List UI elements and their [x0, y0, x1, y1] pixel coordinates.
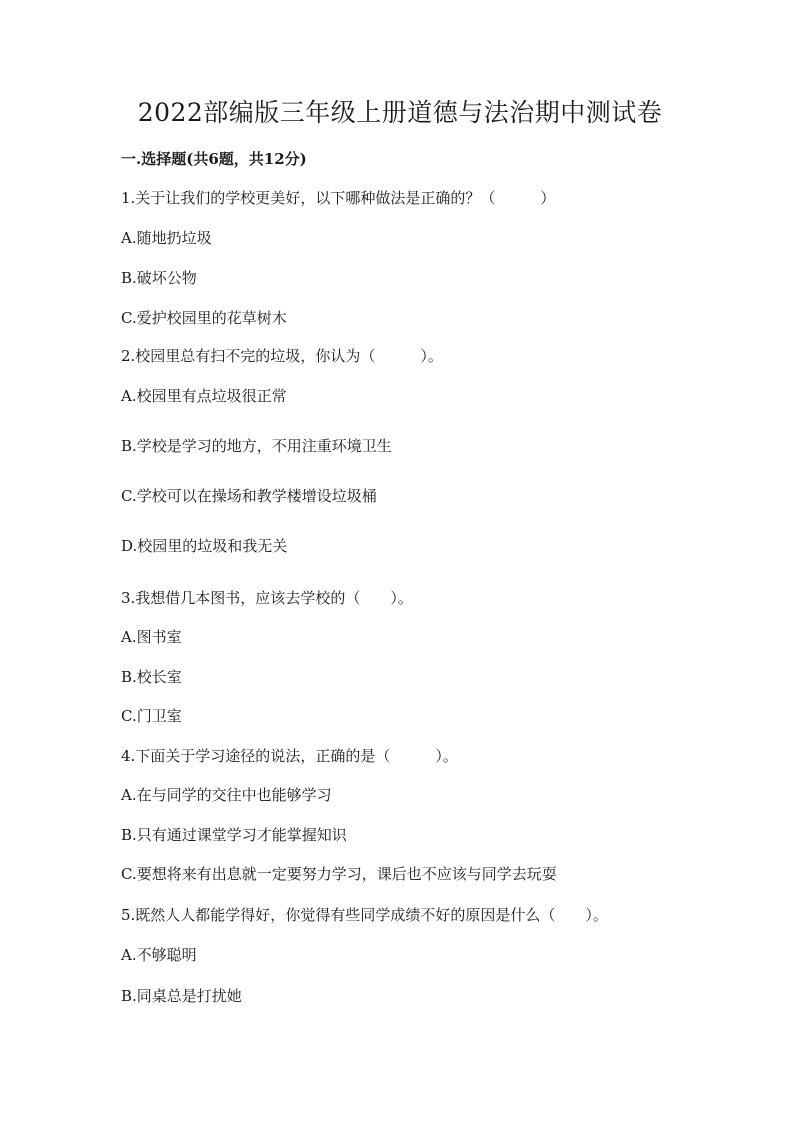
- question-2-option-a: A.校园里有点垃圾很正常: [121, 387, 287, 405]
- question-1-stem: 1.关于让我们的学校更美好，以下哪种做法是正确的？（ ）: [121, 189, 556, 207]
- question-4-stem: 4.下面关于学习途径的说法，正确的是（ ）。: [121, 747, 458, 765]
- question-3-option-a: A.图书室: [121, 628, 182, 646]
- question-3-option-c: C.门卫室: [121, 707, 182, 725]
- question-2-stem: 2.校园里总有扫不完的垃圾，你认为（ ）。: [121, 347, 443, 365]
- question-1-option-a: A.随地扔垃圾: [121, 229, 212, 247]
- section-heading: 一.选择题(共6题，共12分): [121, 150, 307, 168]
- exam-title: 2022部编版三年级上册道德与法治期中测试卷: [137, 98, 663, 127]
- question-4-option-c: C.要想将来有出息就一定要努力学习，课后也不应该与同学去玩耍: [121, 865, 557, 883]
- question-5-stem: 5.既然人人都能学得好，你觉得有些同学成绩不好的原因是什么（ ）。: [121, 906, 608, 924]
- question-4-option-b: B.只有通过课堂学习才能掌握知识: [121, 826, 347, 844]
- question-5-option-b: B.同桌总是打扰她: [121, 987, 242, 1005]
- question-2-option-b: B.学校是学习的地方，不用注重环境卫生: [121, 437, 392, 455]
- question-1-option-b: B.破坏公物: [121, 269, 197, 287]
- question-3-option-b: B.校长室: [121, 668, 182, 686]
- question-4-option-a: A.在与同学的交往中也能够学习: [121, 786, 332, 804]
- question-3-stem: 3.我想借几本图书，应该去学校的（ ）。: [121, 589, 413, 607]
- question-2-option-c: C.学校可以在操场和教学楼增设垃圾桶: [121, 487, 377, 505]
- question-1-option-c: C.爱护校园里的花草树木: [121, 309, 287, 327]
- question-5-option-a: A.不够聪明: [121, 946, 197, 964]
- question-2-option-d: D.校园里的垃圾和我无关: [121, 537, 288, 555]
